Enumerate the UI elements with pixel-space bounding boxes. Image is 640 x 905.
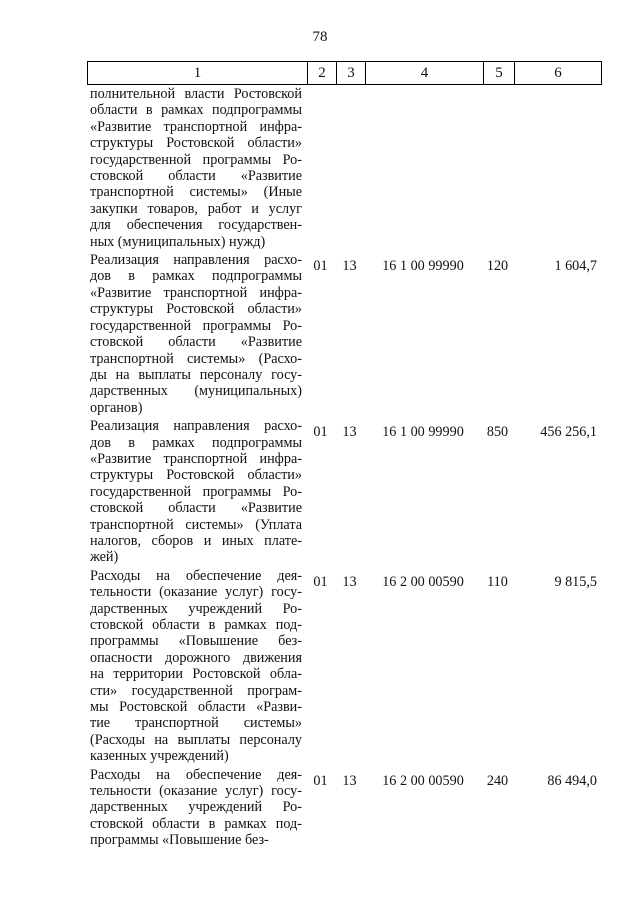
expense-type-code: 110 [487,573,508,590]
description-line: «Развитие транспортной инфра- [90,118,302,135]
description-line: тие транспортной системы» [90,715,302,732]
description-line: ных (муниципальных) нужд) [90,233,266,250]
expense-type-code: 240 [486,772,509,789]
description-line: сти» государственной програм- [90,682,302,699]
description-line: стовской области «Развитие [90,500,302,517]
description-line: дарственных учреждений Ро- [90,600,302,617]
description-line: дов в рамках подпрограммы [90,268,302,285]
description-line: налогов, сборов и иных плате- [90,532,302,549]
description-line: казенных учреждений) [90,748,229,765]
description-line: стовской области «Развитие [90,168,302,185]
description-line: жей) [90,549,119,566]
section-code: 01 [313,258,328,275]
description-line: «Развитие транспортной инфра- [90,284,302,301]
target-article-code: 16 2 00 00590 [382,772,464,789]
description-line: полнительной власти Ростовской [90,86,302,102]
table-row [87,252,600,416]
subsection-code: 13 [342,258,357,275]
amount: 1 604,7 [554,258,597,275]
row-description [87,767,306,849]
table-row [87,86,600,250]
description-line: транспортной системы» (Иные [90,184,302,201]
description-line: Расходы на обеспечение дея- [90,766,302,783]
description-line: транспортной системы» (Уплата [90,516,302,533]
description-line: ды на выплаты персоналу госу- [90,366,302,383]
description-line: закупки товаров, работ и услуг [90,200,302,217]
header-col-6: 6 [514,62,601,84]
description-line: дов в рамках подпрограммы [90,434,302,451]
amount: 456 256,1 [540,424,597,441]
page-number: 78 [312,29,328,45]
description-line: государственной программы Ро- [90,483,302,500]
section-code: 01 [313,772,328,789]
target-article-code: 16 2 00 00590 [382,573,464,590]
section-code: 01 [313,573,328,590]
description-line: мы Ростовской области «Разви- [90,699,302,716]
description-line: Реализация направления расхо- [90,252,302,269]
row-description [87,568,306,765]
description-line: государственной программы Ро- [90,317,302,334]
header-col-2: 2 [307,62,336,84]
target-article-code [364,86,482,250]
subsection-code [335,86,364,250]
description-line: Реализация направления расхо- [90,418,302,435]
target-article-code: 16 1 00 99990 [382,258,464,275]
description-line: дарственных (муниципальных) [90,383,302,400]
header-col-1: 1 [193,65,202,81]
expense-type-code: 850 [486,424,509,441]
description-line: программы «Повышение без- [90,832,269,849]
description-line: тельности (оказание услуг) госу- [90,584,302,601]
description-line: Расходы на обеспечение дея- [90,567,302,584]
description-line: стовской области «Развитие [90,334,302,351]
table-body [87,86,600,851]
description-line: стовской области в рамках под- [90,815,302,832]
header-col-4: 4 [365,62,483,84]
description-line: области в рамках подпрограммы [90,102,302,119]
amount: 9 815,5 [554,573,597,590]
expense-type-code: 120 [486,258,509,275]
description-line: (Расходы на выплаты персоналу [90,731,302,748]
description-line: структуры Ростовской области» [90,301,302,318]
description-line: программы «Повышение без- [90,633,302,650]
subsection-code: 13 [342,573,357,590]
subsection-code: 13 [342,772,357,789]
row-description [87,418,306,566]
description-line: транспортной системы» (Расхо- [90,350,302,367]
section-code [306,86,335,250]
amount: 86 494,0 [547,772,597,789]
description-line: опасности дорожного движения [90,649,302,666]
section-code: 01 [313,424,328,441]
description-line: на территории Ростовской обла- [90,666,302,683]
row-description [87,252,306,416]
table-row [87,568,600,765]
target-article-code: 16 1 00 99990 [382,424,464,441]
subsection-code: 13 [342,424,357,441]
header-col-5: 5 [483,62,514,84]
description-line: дарственных учреждений Ро- [90,799,302,816]
table-row [87,418,600,566]
description-line: государственной программы Ро- [90,151,302,168]
header-col-3: 3 [336,62,365,84]
expense-type-code [482,86,513,250]
description-line: «Развитие транспортной инфра- [90,450,302,467]
amount [513,86,600,250]
description-line: тельности (оказание услуг) госу- [90,783,302,800]
table-row [87,767,600,849]
table-header [87,61,602,85]
description-line: структуры Ростовской области» [90,135,302,152]
row-description [87,86,306,250]
description-line: структуры Ростовской области» [90,467,302,484]
description-line: органов) [90,399,143,416]
description-line: стовской области в рамках под- [90,617,302,633]
description-line: для обеспечения государствен- [90,217,302,234]
